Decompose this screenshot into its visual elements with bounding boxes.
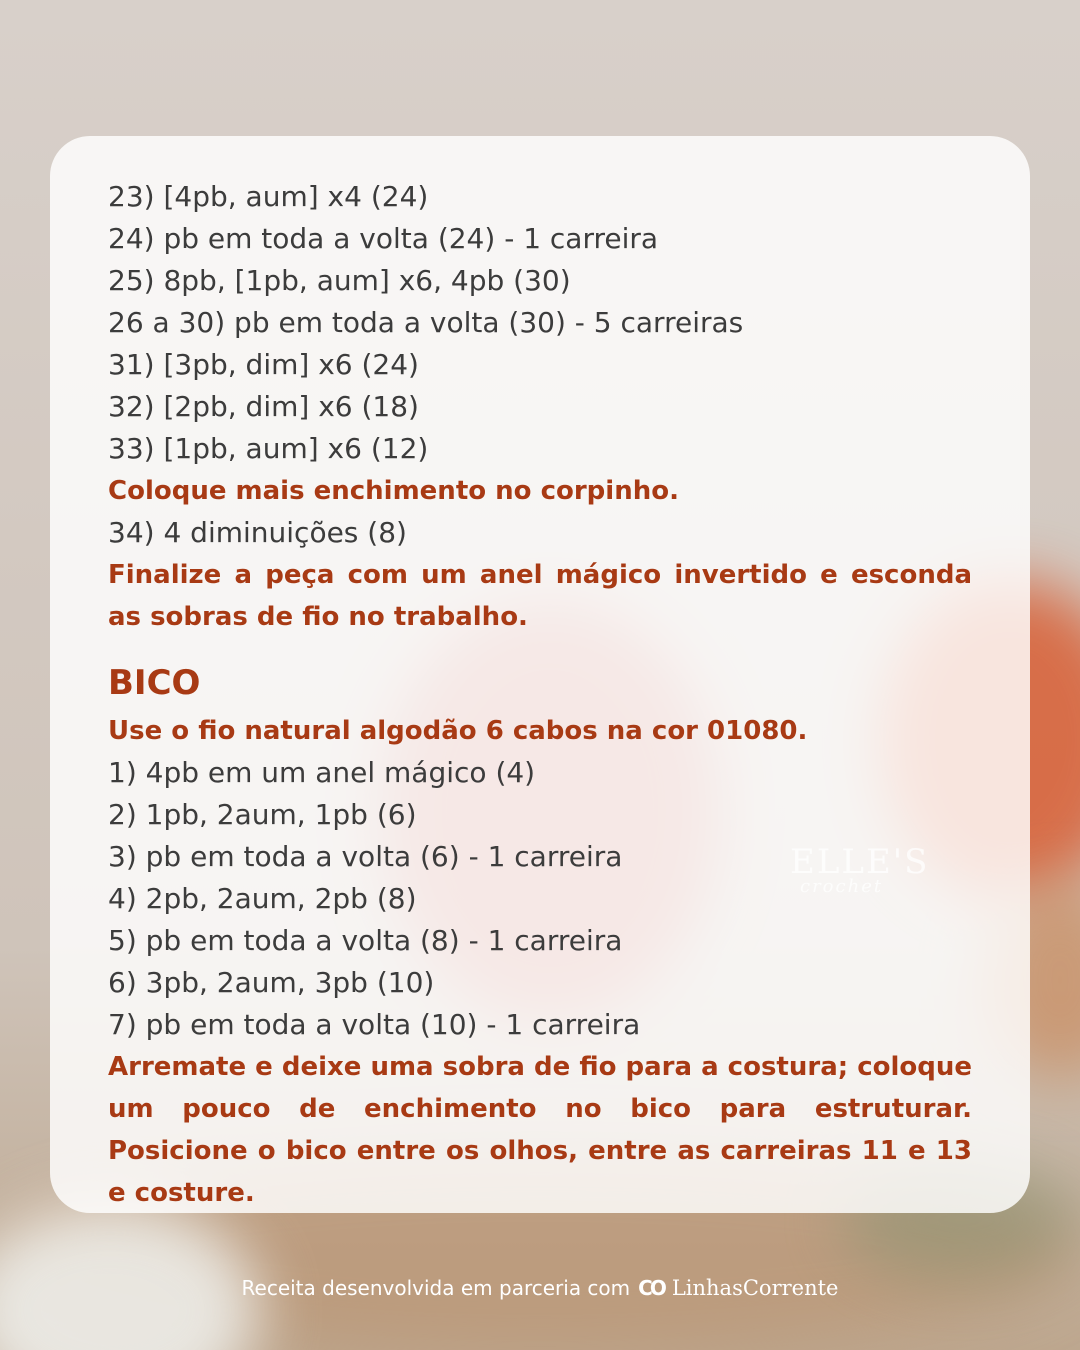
bico-row: 3) pb em toda a volta (6) - 1 carreira bbox=[108, 840, 623, 873]
bico-row: 7) pb em toda a volta (10) - 1 carreira bbox=[108, 1008, 641, 1041]
yarn-note: Use o fio natural algodão 6 cabos na cor 01080. bbox=[108, 716, 808, 746]
bico-row: 4) 2pb, 2aum, 2pb (8) bbox=[108, 882, 417, 915]
footer-credit bbox=[0, 1276, 1080, 1300]
footer-text: Receita desenvolvida em parceria com bbox=[241, 1276, 631, 1300]
finish-note: Finalize a peça com um anel mágico invertido e esconda as sobras de fio no trabalho. bbox=[108, 560, 972, 632]
stuffing-note: Coloque mais enchimento no corpinho. bbox=[108, 476, 679, 506]
instruction-row: 25) 8pb, [1pb, aum] x6, 4pb (30) bbox=[108, 264, 571, 297]
linhas-corrente-logo-icon: CO bbox=[638, 1276, 664, 1300]
closing-note: Arremate e deixe uma sobra de fio para a costura; coloque um pouco de enchimento no bico para estruturar. Posicione o bico entre os olhos, entre as carreiras 11 e 13 e costure. bbox=[108, 1052, 972, 1208]
bico-row: 1) 4pb em um anel mágico (4) bbox=[108, 756, 536, 789]
bico-row: 5) pb em toda a volta (8) - 1 carreira bbox=[108, 924, 623, 957]
instruction-row: 24) pb em toda a volta (24) - 1 carreira bbox=[108, 222, 659, 255]
bico-row: 6) 3pb, 2aum, 3pb (10) bbox=[108, 966, 435, 999]
instruction-row: 23) [4pb, aum] x4 (24) bbox=[108, 180, 429, 213]
instruction-row: 32) [2pb, dim] x6 (18) bbox=[108, 390, 419, 423]
section-heading-bico: BICO bbox=[108, 663, 201, 703]
instruction-row: 33) [1pb, aum] x6 (12) bbox=[108, 432, 429, 465]
bico-row: 2) 1pb, 2aum, 1pb (6) bbox=[108, 798, 417, 831]
recipe-content bbox=[108, 176, 972, 1214]
instruction-row: 31) [3pb, dim] x6 (24) bbox=[108, 348, 419, 381]
instruction-row: 26 a 30) pb em toda a volta (30) - 5 carreiras bbox=[108, 306, 744, 339]
instruction-row: 34) 4 diminuições (8) bbox=[108, 516, 407, 549]
brand-name: LinhasCorrente bbox=[671, 1276, 839, 1300]
